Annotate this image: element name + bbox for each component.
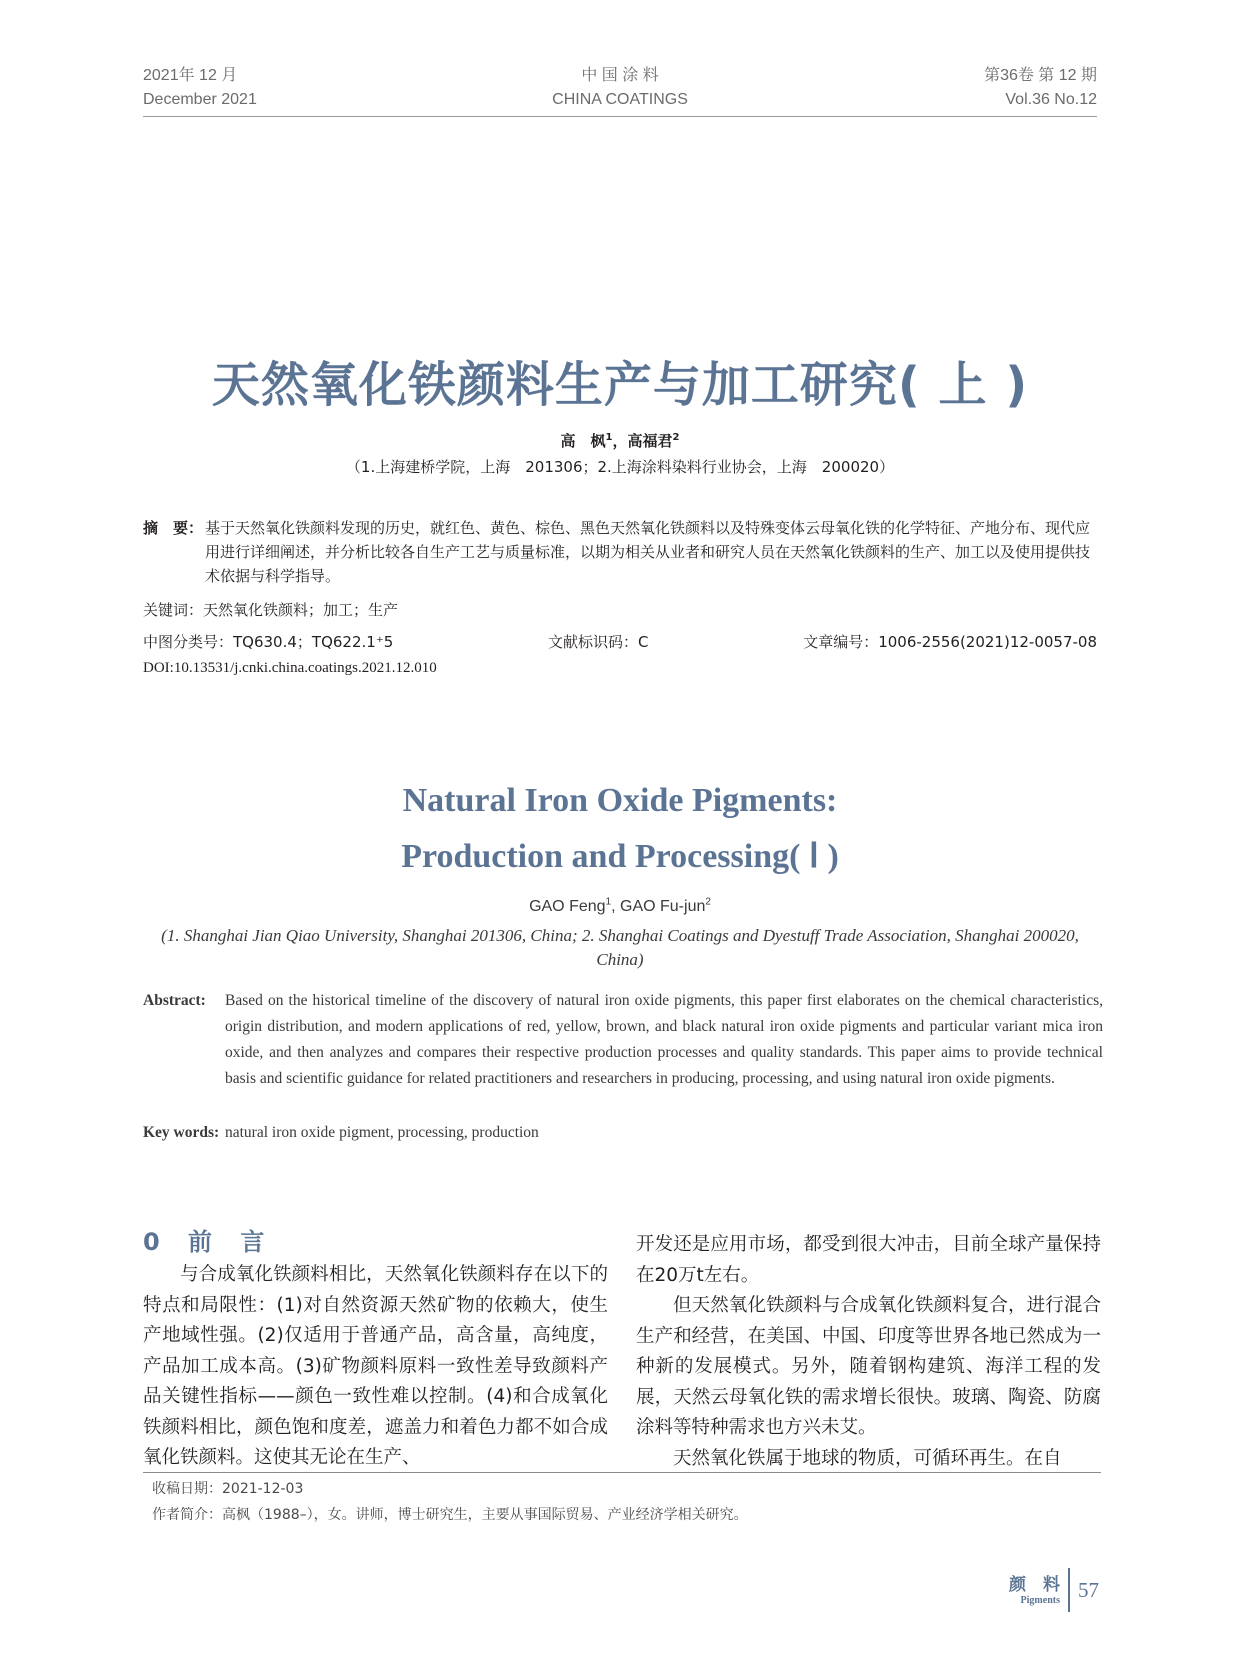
footnote-author-bio: 作者简介：高枫（1988–），女。讲师，博士研究生，主要从事国际贸易、产业经济学相关研究。 xyxy=(152,1507,748,1523)
author-1-en: GAO Feng xyxy=(529,898,606,915)
authors-cn xyxy=(0,430,1240,451)
header-issue-cn: 第36卷 第 12 期 xyxy=(984,67,1097,84)
author-1-cn: 高 枫 xyxy=(560,432,606,450)
header-issue-en: Vol.36 No.12 xyxy=(1005,91,1097,108)
abstract-en-text: Based on the historical timeline of the discovery of natural iron oxide pigments, this paper first elaborates on the chemical characteristics, origin distribution, and modern applications of red, yellow, brown, and black natural iron oxide pigments and particular variant mica iron oxide, and then analyzes and compares their respective production processes and quality standards. This paper aims to provide technical basis and scientific guidance for related practitioners and researchers in producing, processing, and using natural iron oxide pigments. xyxy=(225,992,1103,1087)
right-paragraph-2: 但天然氧化铁颜料与合成氧化铁颜料复合，进行混合生产和经营，在美国、中国、印度等世界各地已然成为一种新的发展模式。另外，随着钢构建筑、海洋工程的发展，天然云母氧化铁的需求增长很快。玻璃、陶瓷、防腐涂料等特种需求也方兴未艾。 xyxy=(636,1295,1101,1438)
header-journal xyxy=(470,64,770,112)
author-sep-cn: ， xyxy=(612,432,628,450)
affiliation-en: (1. Shanghai Jian Qiao University, Shanghai 201306, China; 2. Shanghai Coatings and Dyestuff Trade Association, Shanghai 200020, China) xyxy=(161,926,1079,969)
right-paragraph-1: 开发还是应用市场，都受到很大冲击，目前全球产量保持在20万t左右。 xyxy=(636,1234,1101,1286)
author-2-cn-sup: 2 xyxy=(672,432,680,443)
header-date xyxy=(143,64,257,112)
author-sep-en: , xyxy=(611,898,620,915)
header-date-cn: 2021年 12 月 xyxy=(143,67,238,84)
article-number: 文章编号：1006-2556(2021)12-0057-08 xyxy=(803,633,1097,651)
author-2-en: GAO Fu-jun xyxy=(620,898,706,915)
abstract-cn-label: 摘 要： xyxy=(143,519,204,537)
footnote-received: 收稿日期：2021-12-03 xyxy=(152,1481,304,1497)
body-right-column xyxy=(636,1230,1101,1474)
document-code: 文献标识码：C xyxy=(548,633,649,651)
keywords-en-text: natural iron oxide pigment, processing, production xyxy=(225,1124,539,1141)
body-left-column xyxy=(143,1260,608,1474)
footer-journal-en: Pigments xyxy=(1020,1595,1060,1606)
keywords-en-label: Key words: xyxy=(143,1124,220,1141)
left-paragraph: 与合成氧化铁颜料相比，天然氧化铁颜料存在以下的特点和局限性：(1)对自然资源天然矿物的依赖大，使生产地域性强。(2)仅适用于普通产品，高含量，高纯度，产品加工成本高。(3)矿物颜料原料一致性差导致颜料产品关键性指标——颜色一致性难以控制。(4)和合成氧化铁颜料相比，颜色饱和度差，遮盖力和着色力都不如合成氧化铁颜料。这使其无论在生产、 xyxy=(143,1264,608,1468)
doi: DOI:10.13531/j.cnki.china.coatings.2021.12.010 xyxy=(143,660,437,676)
author-1-cn-sup: 1 xyxy=(605,432,613,443)
abstract-cn-text: 基于天然氧化铁颜料发现的历史，就红色、黄色、棕色、黑色天然氧化铁颜料以及特殊变体云母氧化铁的化学特征、产地分布、现代应用进行详细阐述，并分析比较各自生产工艺与质量标准，以期为相关从业者和研究人员在天然氧化铁颜料的生产、加工以及使用提供技术依据与科学指导。 xyxy=(205,519,1091,585)
header-date-en: December 2021 xyxy=(143,91,257,108)
author-2-cn: 高福君 xyxy=(627,432,673,450)
title-cn: 天然氧化铁颜料生产与加工研究( 上 ) xyxy=(211,357,1029,413)
author-1-en-sup: 1 xyxy=(605,896,612,908)
footer-journal-cn: 颜 料 xyxy=(1009,1575,1060,1595)
keywords-cn: 关键词：天然氧化铁颜料；加工；生产 xyxy=(143,601,399,619)
footnote-divider xyxy=(143,1472,1101,1473)
author-2-en-sup: 2 xyxy=(705,896,711,908)
page-number: 57 xyxy=(1078,1578,1099,1602)
section-heading: 0 前 言 xyxy=(143,1228,275,1256)
authors-en xyxy=(0,898,1240,916)
header-journal-en: CHINA COATINGS xyxy=(552,91,688,108)
classification-number: 中图分类号：TQ630.4；TQ622.1⁺5 xyxy=(143,633,394,651)
header-issue xyxy=(984,64,1097,112)
header-divider xyxy=(143,116,1097,117)
title-en-line2: Production and Processing( Ⅰ ) xyxy=(401,838,839,875)
affiliation-cn: （1.上海建桥学院，上海 201306；2.上海涂料染料行业协会，上海 200020） xyxy=(345,458,895,476)
title-en-line1: Natural Iron Oxide Pigments: xyxy=(402,782,838,819)
footer-divider xyxy=(1068,1568,1070,1612)
header-journal-cn: 中 国 涂 料 xyxy=(581,67,659,84)
right-paragraph-3: 天然氧化铁属于地球的物质，可循环再生。在自 xyxy=(673,1447,1062,1469)
abstract-en-label: Abstract: xyxy=(143,992,206,1009)
